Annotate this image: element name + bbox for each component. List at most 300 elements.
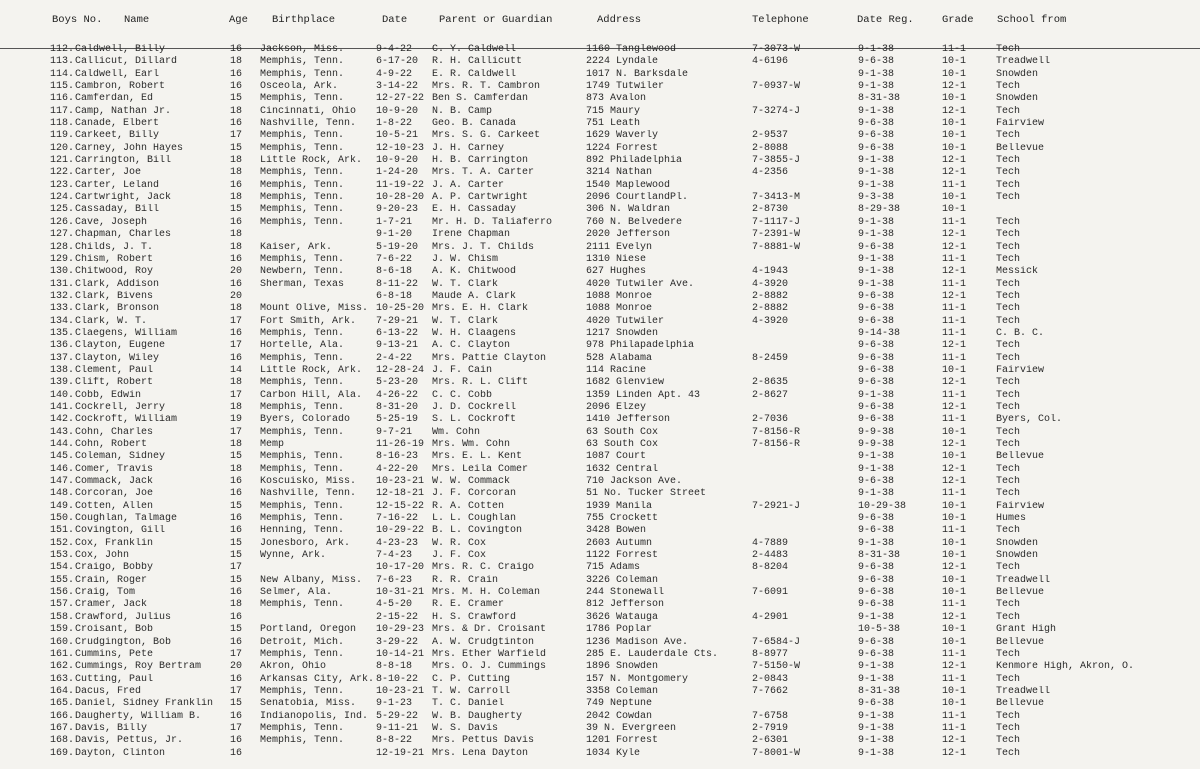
- school-from-cell: Tech: [996, 562, 1021, 574]
- address-cell: 1310 Niese: [586, 253, 647, 265]
- parent-guardian-cell: A. W. Crudgtinton: [432, 636, 535, 648]
- table-row: [0, 587, 1200, 599]
- address-cell: 715 Maury: [586, 105, 641, 117]
- table-row: [0, 451, 1200, 463]
- birthplace-cell: Carbon Hill, Ala.: [260, 389, 363, 401]
- birth-date-cell: 5-23-20: [376, 377, 419, 389]
- table-row: [0, 427, 1200, 439]
- address-cell: 760 N. Belvedere: [586, 216, 683, 228]
- table-row: [0, 93, 1200, 105]
- birth-date-cell: 8-10-22: [376, 673, 419, 685]
- age-cell: 16: [230, 253, 243, 265]
- row-number-cell: 146.: [50, 463, 75, 475]
- table-row: [0, 637, 1200, 649]
- row-number-cell: 166.: [50, 710, 75, 722]
- student-name-cell: Cramer, Jack: [75, 599, 148, 611]
- age-cell: 18: [230, 463, 243, 475]
- birthplace-cell: Memphis, Tenn.: [260, 451, 345, 463]
- table-row: [0, 69, 1200, 81]
- birthplace-cell: Memphis, Tenn.: [260, 599, 345, 611]
- address-cell: 1088 Monroe: [586, 303, 653, 315]
- age-cell: 15: [230, 93, 243, 105]
- row-number-cell: 163.: [50, 673, 75, 685]
- row-number-cell: 158.: [50, 611, 75, 623]
- student-name-cell: Caldwell, Earl: [75, 68, 160, 80]
- date-registered-cell: 9-6-38: [858, 303, 895, 315]
- grade-cell: 10-1: [942, 451, 967, 463]
- school-from-cell: Tech: [996, 648, 1021, 660]
- school-from-cell: Snowden: [996, 93, 1039, 105]
- date-registered-cell: 9-1-38: [858, 463, 895, 475]
- address-cell: 114 Racine: [586, 364, 647, 376]
- row-number-cell: 139.: [50, 377, 75, 389]
- date-registered-cell: 9-1-38: [858, 611, 895, 623]
- grade-cell: 12-1: [942, 401, 967, 413]
- birth-date-cell: 7-29-21: [376, 315, 419, 327]
- address-cell: 1896 Snowden: [586, 661, 659, 673]
- grade-cell: 10-1: [942, 142, 967, 154]
- table-row: [0, 575, 1200, 587]
- header-school-from: School from: [997, 14, 1067, 26]
- row-number-cell: 122.: [50, 167, 75, 179]
- row-number-cell: 136.: [50, 340, 75, 352]
- parent-guardian-cell: L. L. Coughlan: [432, 513, 517, 525]
- grade-cell: 10-1: [942, 685, 967, 697]
- birthplace-cell: New Albany, Miss.: [260, 574, 363, 586]
- age-cell: 18: [230, 439, 243, 450]
- school-from-cell: Tech: [996, 463, 1021, 475]
- grade-cell: 11-1: [942, 278, 967, 290]
- grade-cell: 12-1: [942, 155, 967, 167]
- parent-guardian-cell: A. K. Chitwood: [432, 266, 517, 278]
- birth-date-cell: 8-31-20: [376, 401, 419, 413]
- school-from-cell: Tech: [996, 401, 1021, 413]
- age-cell: 17: [230, 315, 243, 327]
- age-cell: 20: [230, 266, 243, 278]
- table-row: [0, 377, 1200, 389]
- age-cell: 18: [230, 599, 243, 611]
- date-registered-cell: 9-1-38: [858, 229, 895, 241]
- student-name-cell: Cartwright, Jack: [75, 192, 172, 204]
- student-name-cell: Carney, John Hayes: [75, 142, 184, 154]
- birthplace-cell: Memphis, Tenn.: [260, 377, 345, 389]
- telephone-cell: 8-2459: [752, 352, 789, 364]
- parent-guardian-cell: J. F. Corcoran: [432, 488, 517, 500]
- telephone-cell: 7-8881-W: [752, 241, 801, 253]
- address-cell: 1087 Court: [586, 451, 647, 463]
- row-number-cell: 112.: [50, 44, 75, 55]
- age-cell: 18: [230, 229, 243, 241]
- row-number-cell: 117.: [50, 105, 75, 117]
- row-number-cell: 123.: [50, 179, 75, 191]
- date-registered-cell: 9-6-38: [858, 525, 895, 537]
- birth-date-cell: 10-23-21: [376, 476, 425, 488]
- birth-date-cell: 12-15-22: [376, 500, 425, 512]
- parent-guardian-cell: R. R. Crain: [432, 574, 499, 586]
- student-name-cell: Cassaday, Bill: [75, 204, 160, 216]
- date-registered-cell: 9-1-38: [858, 389, 895, 401]
- table-row: [0, 279, 1200, 291]
- date-registered-cell: 9-1-38: [858, 81, 895, 93]
- table-row: [0, 501, 1200, 513]
- student-name-cell: Carkeet, Billy: [75, 130, 160, 142]
- row-number-cell: 160.: [50, 636, 75, 648]
- grade-cell: 10-1: [942, 93, 967, 105]
- parent-guardian-cell: C. C. Cobb: [432, 389, 493, 401]
- student-name-cell: Cockroft, William: [75, 414, 178, 426]
- parent-guardian-cell: Wm. Cohn: [432, 426, 481, 438]
- address-cell: 710 Jackson Ave.: [586, 476, 683, 488]
- student-name-cell: Chapman, Charles: [75, 229, 172, 241]
- age-cell: 16: [230, 68, 243, 80]
- address-cell: 2096 CourtlandPl.: [586, 192, 689, 204]
- birthplace-cell: Memphis, Tenn.: [260, 68, 345, 80]
- grade-cell: 10-1: [942, 636, 967, 648]
- row-number-cell: 121.: [50, 155, 75, 167]
- school-from-cell: Tech: [996, 303, 1021, 315]
- telephone-cell: 7-3855-J: [752, 155, 801, 167]
- student-name-cell: Cave, Joseph: [75, 216, 148, 228]
- age-cell: 16: [230, 278, 243, 290]
- address-cell: 2020 Jefferson: [586, 229, 671, 241]
- header-parent: Parent or Guardian: [439, 14, 553, 26]
- student-name-cell: Crain, Roger: [75, 574, 148, 586]
- grade-cell: 12-1: [942, 439, 967, 450]
- parent-guardian-cell: Mrs. Ether Warfield: [432, 648, 547, 660]
- school-from-cell: Tech: [996, 81, 1021, 93]
- address-cell: 1224 Forrest: [586, 142, 659, 154]
- date-registered-cell: 9-6-38: [858, 414, 895, 426]
- school-from-cell: Kenmore High, Akron, O.: [996, 661, 1135, 673]
- birthplace-cell: Memphis, Tenn.: [260, 130, 345, 142]
- student-name-cell: Clement, Paul: [75, 364, 154, 376]
- grade-cell: 11-1: [942, 673, 967, 685]
- row-number-cell: 120.: [50, 142, 75, 154]
- grade-cell: 10-1: [942, 500, 967, 512]
- parent-guardian-cell: R. E. Cramer: [432, 599, 505, 611]
- table-row: [0, 599, 1200, 611]
- student-name-cell: Cutting, Paul: [75, 673, 154, 685]
- grade-cell: 11-1: [942, 315, 967, 327]
- birth-date-cell: 9-13-21: [376, 340, 419, 352]
- school-from-cell: Tech: [996, 599, 1021, 611]
- grade-cell: 10-1: [942, 698, 967, 710]
- age-cell: 16: [230, 513, 243, 525]
- student-name-cell: Cummings, Roy Bertram: [75, 661, 202, 673]
- birthplace-cell: Indianopolis, Ind.: [260, 710, 369, 722]
- parent-guardian-cell: Mrs. Leila Comer: [432, 463, 529, 475]
- address-cell: 2111 Evelyn: [586, 241, 653, 253]
- birth-date-cell: 7-6-23: [376, 574, 413, 586]
- age-cell: 17: [230, 340, 243, 352]
- address-cell: 978 Philapadelphia: [586, 340, 695, 352]
- row-number-cell: 151.: [50, 525, 75, 537]
- address-cell: 1017 N. Barksdale: [586, 68, 689, 80]
- table-row: [0, 674, 1200, 686]
- telephone-cell: 2-0843: [752, 673, 789, 685]
- address-cell: 1682 Glenview: [586, 377, 665, 389]
- birth-date-cell: 11-26-19: [376, 439, 425, 450]
- age-cell: 19: [230, 414, 243, 426]
- parent-guardian-cell: A. P. Cartwright: [432, 192, 529, 204]
- grade-cell: 12-1: [942, 81, 967, 93]
- birthplace-cell: Koscuisko, Miss.: [260, 476, 357, 488]
- birthplace-cell: Memphis, Tenn.: [260, 327, 345, 339]
- date-registered-cell: 9-1-38: [858, 451, 895, 463]
- date-registered-cell: 9-1-38: [858, 722, 895, 734]
- date-registered-cell: 9-6-38: [858, 476, 895, 488]
- school-from-cell: Tech: [996, 253, 1021, 265]
- birthplace-cell: Little Rock, Ark.: [260, 364, 363, 376]
- address-cell: 749 Neptune: [586, 698, 653, 710]
- date-registered-cell: 9-1-38: [858, 710, 895, 722]
- birthplace-cell: Fort Smith, Ark.: [260, 315, 357, 327]
- telephone-cell: 4-2356: [752, 167, 789, 179]
- table-row: [0, 328, 1200, 340]
- row-number-cell: 127.: [50, 229, 75, 241]
- row-number-cell: 113.: [50, 56, 75, 68]
- birth-date-cell: 8-8-18: [376, 661, 413, 673]
- birthplace-cell: Little Rock, Ark.: [260, 155, 363, 167]
- address-cell: 1359 Linden Apt. 43: [586, 389, 701, 401]
- grade-cell: 11-1: [942, 216, 967, 228]
- table-row: [0, 303, 1200, 315]
- telephone-cell: 7-5150-W: [752, 661, 801, 673]
- row-number-cell: 118.: [50, 118, 75, 130]
- row-number-cell: 124.: [50, 192, 75, 204]
- date-registered-cell: 9-6-38: [858, 587, 895, 599]
- birthplace-cell: Memphis, Tenn.: [260, 204, 345, 216]
- school-from-cell: Tech: [996, 130, 1021, 142]
- birthplace-cell: Memp: [260, 439, 285, 450]
- grade-cell: 11-1: [942, 179, 967, 191]
- address-cell: 1201 Forrest: [586, 735, 659, 747]
- table-row: [0, 229, 1200, 241]
- birth-date-cell: 12-19-21: [376, 747, 425, 759]
- address-cell: 4020 Tutwiler Ave.: [586, 278, 695, 290]
- school-from-cell: Fairview: [996, 500, 1045, 512]
- birthplace-cell: Memphis, Tenn.: [260, 513, 345, 525]
- birth-date-cell: 10-23-21: [376, 685, 425, 697]
- birthplace-cell: Wynne, Ark.: [260, 550, 327, 562]
- student-name-cell: Comer, Travis: [75, 463, 154, 475]
- grade-cell: 11-1: [942, 488, 967, 500]
- birthplace-cell: Jackson, Miss.: [260, 44, 345, 55]
- parent-guardian-cell: Mrs. R. C. Craigo: [432, 562, 535, 574]
- birthplace-cell: Mount Olive, Miss.: [260, 303, 369, 315]
- address-cell: 157 N. Montgomery: [586, 673, 689, 685]
- telephone-cell: 7-8156-R: [752, 439, 801, 450]
- student-name-cell: Croisant, Bob: [75, 624, 154, 636]
- birth-date-cell: 12-18-21: [376, 488, 425, 500]
- age-cell: 17: [230, 722, 243, 734]
- date-registered-cell: 9-1-38: [858, 253, 895, 265]
- parent-guardian-cell: Mrs. R. T. Cambron: [432, 81, 541, 93]
- grade-cell: 10-1: [942, 426, 967, 438]
- birthplace-cell: Portland, Oregon: [260, 624, 357, 636]
- school-from-cell: Grant High: [996, 624, 1057, 636]
- date-registered-cell: 9-1-38: [858, 167, 895, 179]
- date-registered-cell: 9-6-38: [858, 290, 895, 302]
- grade-cell: 11-1: [942, 44, 967, 55]
- address-cell: 3428 Bowen: [586, 525, 647, 537]
- age-cell: 17: [230, 389, 243, 401]
- address-cell: 1786 Poplar: [586, 624, 653, 636]
- date-registered-cell: 9-6-38: [858, 648, 895, 660]
- telephone-cell: 4-7889: [752, 537, 789, 549]
- row-number-cell: 116.: [50, 93, 75, 105]
- parent-guardian-cell: E. R. Caldwell: [432, 68, 517, 80]
- row-number-cell: 115.: [50, 81, 75, 93]
- row-number-cell: 142.: [50, 414, 75, 426]
- table-row: [0, 167, 1200, 179]
- telephone-cell: 2-8635: [752, 377, 789, 389]
- date-registered-cell: 9-14-38: [858, 327, 901, 339]
- address-cell: 715 Adams: [586, 562, 641, 574]
- row-number-cell: 157.: [50, 599, 75, 611]
- row-number-cell: 130.: [50, 266, 75, 278]
- row-number-cell: 153.: [50, 550, 75, 562]
- birth-date-cell: 9-1-23: [376, 698, 413, 710]
- address-cell: 4020 Tutwiler: [586, 315, 665, 327]
- telephone-cell: 7-8156-R: [752, 426, 801, 438]
- row-number-cell: 148.: [50, 488, 75, 500]
- date-registered-cell: 9-1-38: [858, 179, 895, 191]
- date-registered-cell: 9-6-38: [858, 364, 895, 376]
- address-cell: 3214 Nathan: [586, 167, 653, 179]
- birthplace-cell: Memphis, Tenn.: [260, 167, 345, 179]
- student-name-cell: Camp, Nathan Jr.: [75, 105, 172, 117]
- birthplace-cell: Newbern, Tenn.: [260, 266, 345, 278]
- date-registered-cell: 9-6-38: [858, 130, 895, 142]
- row-number-cell: 169.: [50, 747, 75, 759]
- parent-guardian-cell: W. T. Clark: [432, 278, 499, 290]
- birth-date-cell: 5-25-19: [376, 414, 419, 426]
- parent-guardian-cell: S. L. Cockroft: [432, 414, 517, 426]
- row-number-cell: 132.: [50, 290, 75, 302]
- date-registered-cell: 9-1-38: [858, 266, 895, 278]
- parent-guardian-cell: Mrs. & Dr. Croisant: [432, 624, 547, 636]
- birth-date-cell: 12-10-23: [376, 142, 425, 154]
- birth-date-cell: 4-22-20: [376, 463, 419, 475]
- table-row: [0, 340, 1200, 352]
- grade-cell: 12-1: [942, 463, 967, 475]
- telephone-cell: 7-6758: [752, 710, 789, 722]
- date-registered-cell: 9-6-38: [858, 401, 895, 413]
- row-number-cell: 138.: [50, 364, 75, 376]
- grade-cell: 11-1: [942, 253, 967, 265]
- address-cell: 306 N. Waldran: [586, 204, 671, 216]
- row-number-cell: 154.: [50, 562, 75, 574]
- table-row: [0, 81, 1200, 93]
- grade-cell: 11-1: [942, 710, 967, 722]
- age-cell: 18: [230, 241, 243, 253]
- table-row: [0, 155, 1200, 167]
- grade-cell: 10-1: [942, 364, 967, 376]
- parent-guardian-cell: J. D. Cockrell: [432, 401, 517, 413]
- address-cell: 1034 Kyle: [586, 747, 641, 759]
- birthplace-cell: Nashville, Tenn.: [260, 488, 357, 500]
- parent-guardian-cell: H. B. Carrington: [432, 155, 529, 167]
- telephone-cell: 2-4483: [752, 550, 789, 562]
- row-number-cell: 126.: [50, 216, 75, 228]
- telephone-cell: 2-8627: [752, 389, 789, 401]
- date-registered-cell: 8-31-38: [858, 93, 901, 105]
- birth-date-cell: 9-4-22: [376, 44, 413, 55]
- student-name-cell: Commack, Jack: [75, 476, 154, 488]
- birth-date-cell: 8-16-23: [376, 451, 419, 463]
- student-name-cell: Caldwell, Billy: [75, 44, 166, 55]
- birth-date-cell: 4-26-22: [376, 389, 419, 401]
- address-cell: 285 E. Lauderdale Cts.: [586, 648, 719, 660]
- parent-guardian-cell: Maude A. Clark: [432, 290, 517, 302]
- birth-date-cell: 8-6-18: [376, 266, 413, 278]
- parent-guardian-cell: T. C. Daniel: [432, 698, 505, 710]
- grade-cell: 11-1: [942, 327, 967, 339]
- telephone-cell: 7-6584-J: [752, 636, 801, 648]
- telephone-cell: 4-3920: [752, 278, 789, 290]
- birth-date-cell: 4-9-22: [376, 68, 413, 80]
- row-number-cell: 114.: [50, 68, 75, 80]
- student-name-cell: Dayton, Clinton: [75, 747, 166, 759]
- address-cell: 2042 Cowdan: [586, 710, 653, 722]
- table-row: [0, 439, 1200, 451]
- student-name-cell: Cummins, Pete: [75, 648, 154, 660]
- date-registered-cell: 9-6-38: [858, 377, 895, 389]
- school-from-cell: Tech: [996, 315, 1021, 327]
- student-name-cell: Crudgington, Bob: [75, 636, 172, 648]
- school-from-cell: Fairview: [996, 364, 1045, 376]
- birthplace-cell: Memphis, Tenn.: [260, 463, 345, 475]
- parent-guardian-cell: J. H. Carney: [432, 142, 505, 154]
- address-cell: 1217 Snowden: [586, 327, 659, 339]
- birthplace-cell: Memphis, Tenn.: [260, 253, 345, 265]
- age-cell: 15: [230, 698, 243, 710]
- table-row: [0, 353, 1200, 365]
- date-registered-cell: 8-31-38: [858, 685, 901, 697]
- register-rows: [0, 44, 1200, 760]
- grade-cell: 11-1: [942, 722, 967, 734]
- birthplace-cell: Nashville, Tenn.: [260, 118, 357, 130]
- telephone-cell: 7-7662: [752, 685, 789, 697]
- school-from-cell: Tech: [996, 747, 1021, 759]
- grade-cell: 10-1: [942, 624, 967, 636]
- date-registered-cell: 10-29-38: [858, 500, 907, 512]
- birthplace-cell: Detroit, Mich.: [260, 636, 345, 648]
- table-row: [0, 130, 1200, 142]
- grade-cell: 12-1: [942, 340, 967, 352]
- grade-cell: 12-1: [942, 562, 967, 574]
- row-number-cell: 150.: [50, 513, 75, 525]
- birth-date-cell: 10-25-20: [376, 303, 425, 315]
- age-cell: 14: [230, 364, 243, 376]
- address-cell: 2224 Lyndale: [586, 56, 659, 68]
- school-from-cell: Snowden: [996, 68, 1039, 80]
- school-from-cell: Treadwell: [996, 574, 1051, 586]
- grade-cell: 12-1: [942, 735, 967, 747]
- date-registered-cell: 8-31-38: [858, 550, 901, 562]
- birthplace-cell: Akron, Ohio: [260, 661, 327, 673]
- birth-date-cell: 1-7-21: [376, 216, 413, 228]
- birthplace-cell: Memphis, Tenn.: [260, 192, 345, 204]
- table-row: [0, 525, 1200, 537]
- address-cell: 873 Avalon: [586, 93, 647, 105]
- age-cell: 20: [230, 290, 243, 302]
- parent-guardian-cell: R. A. Cotten: [432, 500, 505, 512]
- birth-date-cell: 10-9-20: [376, 105, 419, 117]
- birth-date-cell: 8-11-22: [376, 278, 419, 290]
- parent-guardian-cell: Geo. B. Canada: [432, 118, 517, 130]
